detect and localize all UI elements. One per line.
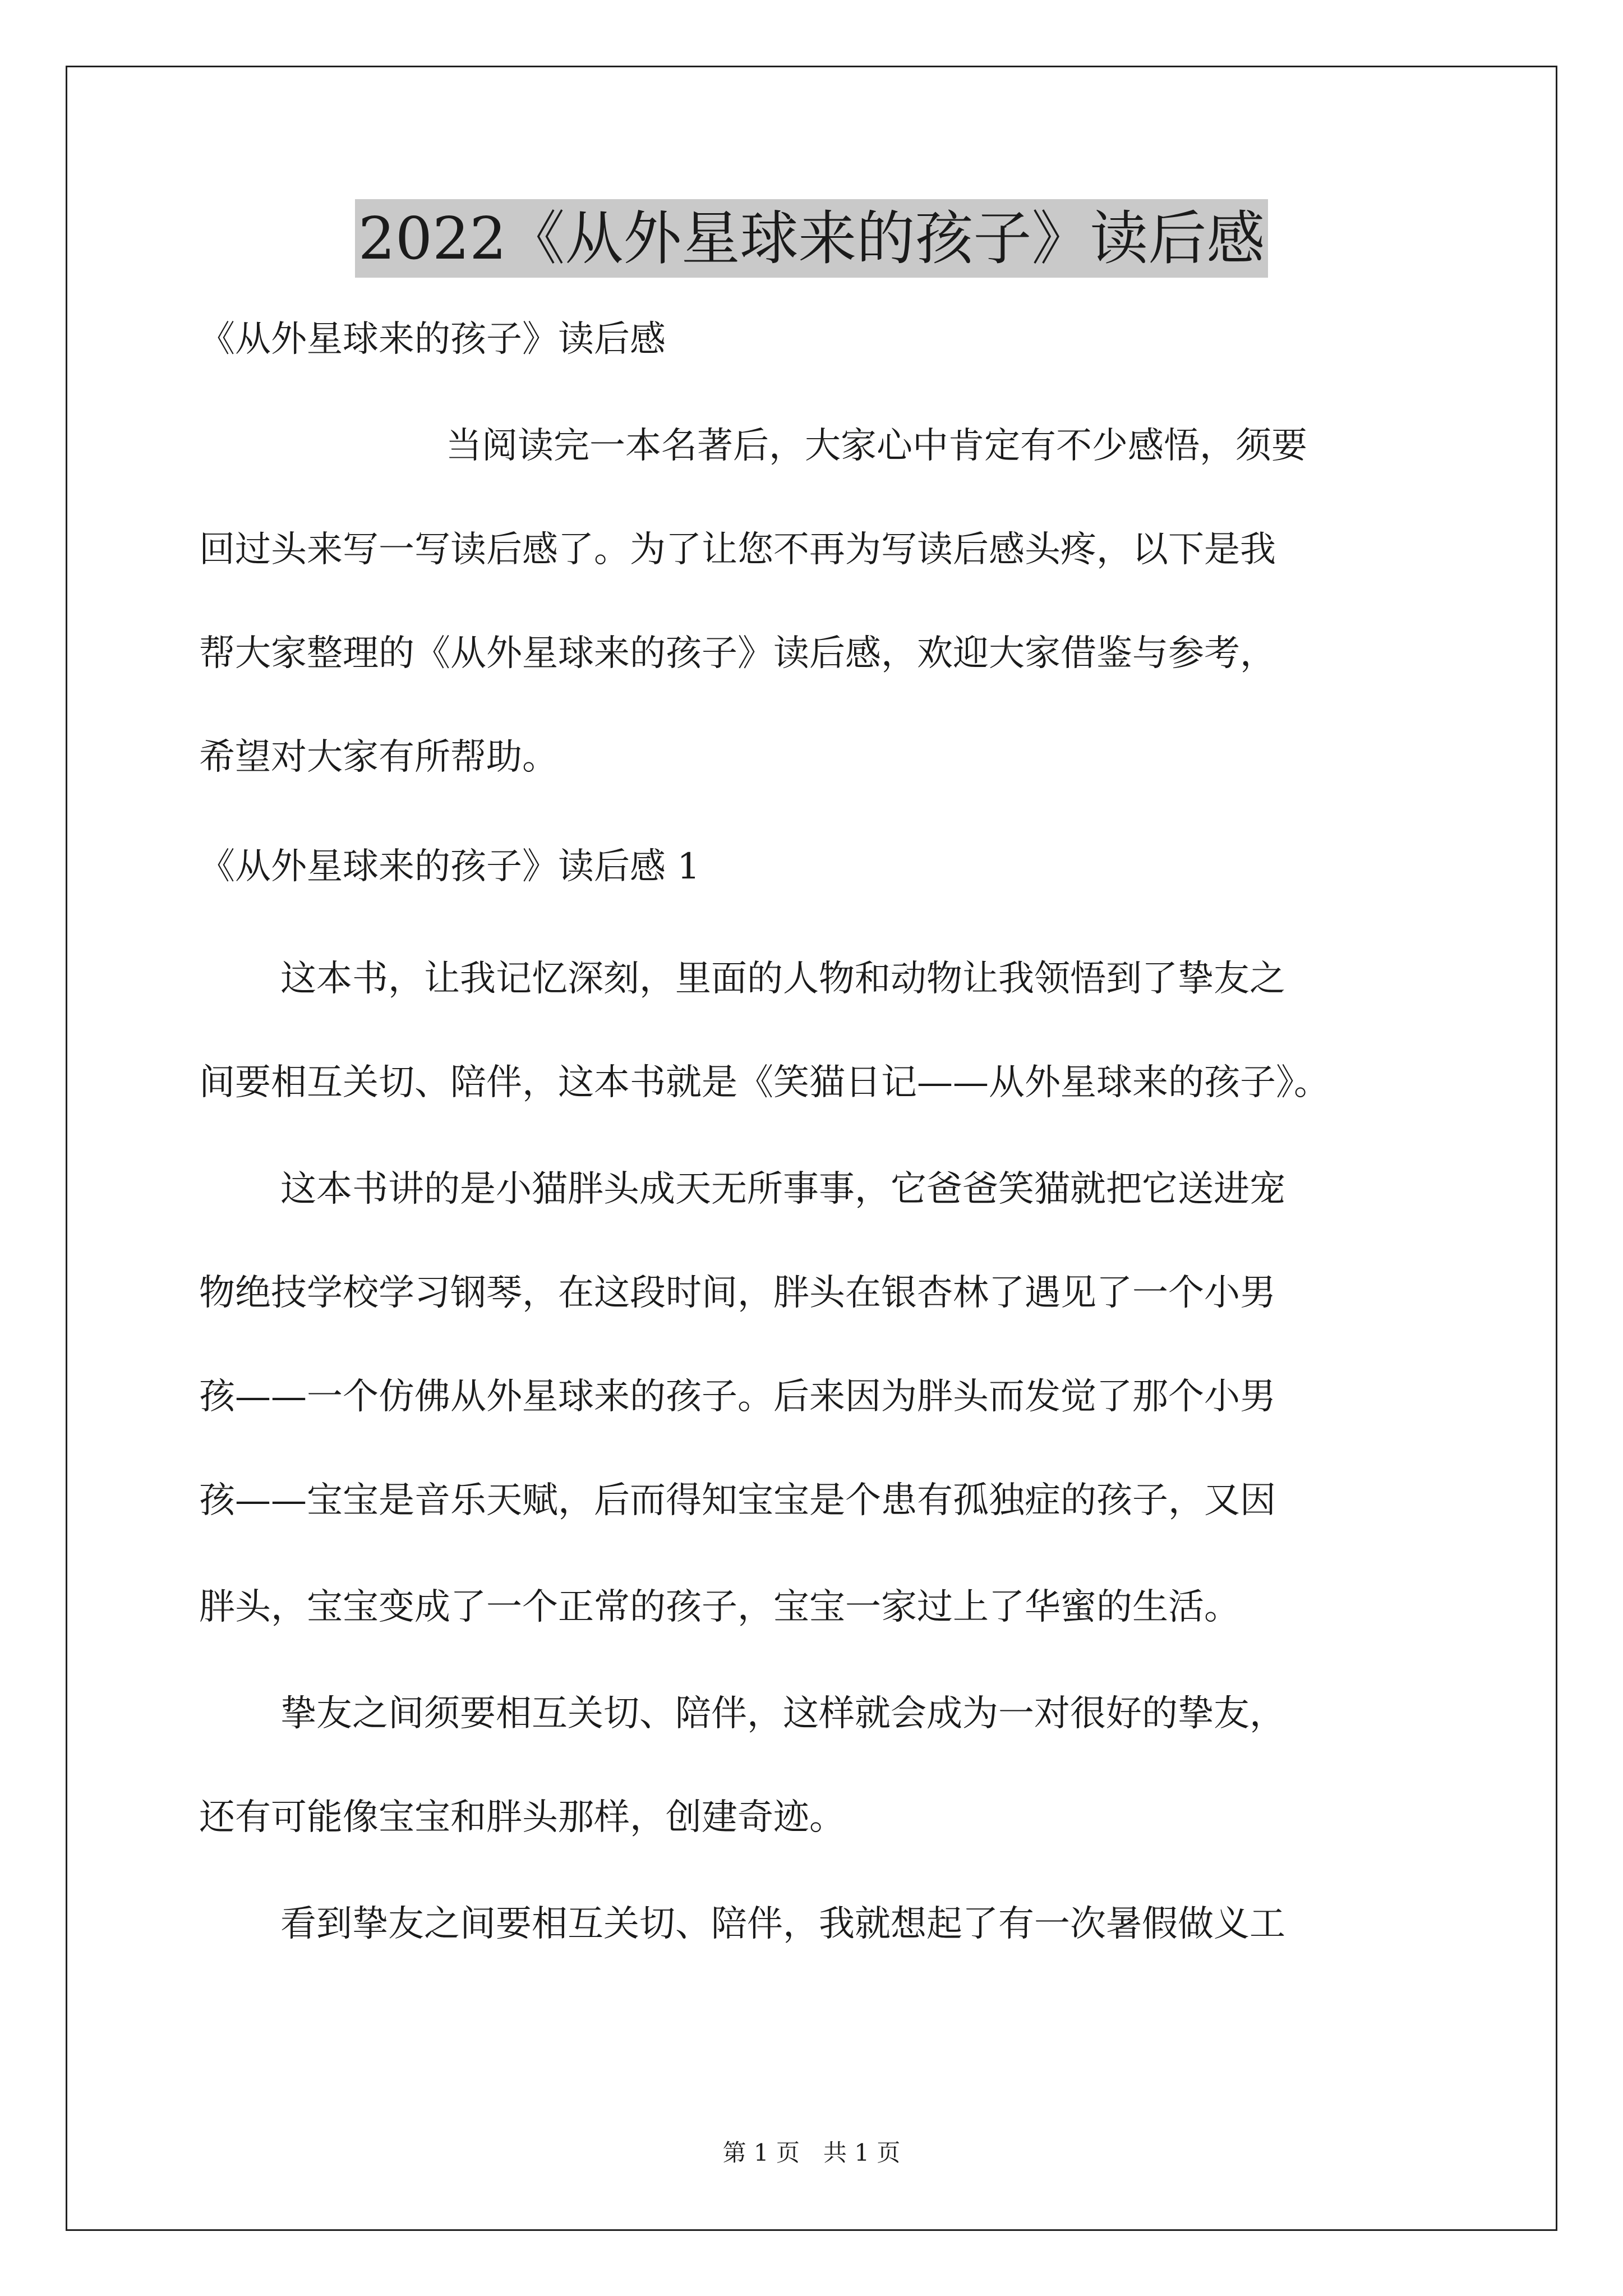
body-line-5: 孩——一个仿佛从外星球来的孩子。后来因为胖头而发觉了那个小男 [199, 1376, 1276, 1418]
body-line-6: 孩——宝宝是音乐天赋，后而得知宝宝是个患有孤独症的孩子，又因 [199, 1480, 1276, 1521]
intro-line-4: 希望对大家有所帮助。 [199, 737, 558, 778]
body-line-7: 胖头，宝宝变成了一个正常的孩子，宝宝一家过上了华蜜的生活。 [199, 1586, 1240, 1628]
intro-line-1: 当阅读完一本名著后，大家心中肯定有不少感悟，须要 [446, 425, 1307, 467]
intro-line-3: 帮大家整理的《从外星球来的孩子》读后感，欢迎大家借鉴与参考， [199, 633, 1276, 674]
document-title: 2022《从外星球来的孩子》读后感 [355, 199, 1269, 278]
body-line-1: 这本书，让我记忆深刻，里面的人物和动物让我领悟到了挚友之 [280, 958, 1285, 1000]
section-heading: 《从外星球来的孩子》读后感 1 [199, 846, 700, 887]
body-line-3: 这本书讲的是小猫胖头成天无所事事，它爸爸笑猫就把它送进宠 [280, 1168, 1285, 1210]
page-footer: 第 1 页 共 1 页 [722, 2139, 901, 2166]
subtitle-line: 《从外星球来的孩子》读后感 [199, 319, 666, 360]
intro-line-2: 回过头来写一写读后感了。为了让您不再为写读后感头疼，以下是我 [199, 529, 1276, 570]
document-title-wrap [0, 199, 1623, 278]
body-line-9: 还有可能像宝宝和胖头那样，创建奇迹。 [199, 1797, 845, 1838]
body-line-10: 看到挚友之间要相互关切、陪伴，我就想起了有一次暑假做义工 [280, 1903, 1285, 1945]
body-line-2: 间要相互关切、陪伴，这本书就是《笑猫日记——从外星球来的孩子》。 [199, 1062, 1330, 1103]
body-line-8: 挚友之间须要相互关切、陪伴，这样就会成为一对很好的挚友， [280, 1693, 1285, 1734]
body-line-4: 物绝技学校学习钢琴，在这段时间，胖头在银杏林了遇见了一个小男 [199, 1272, 1276, 1314]
